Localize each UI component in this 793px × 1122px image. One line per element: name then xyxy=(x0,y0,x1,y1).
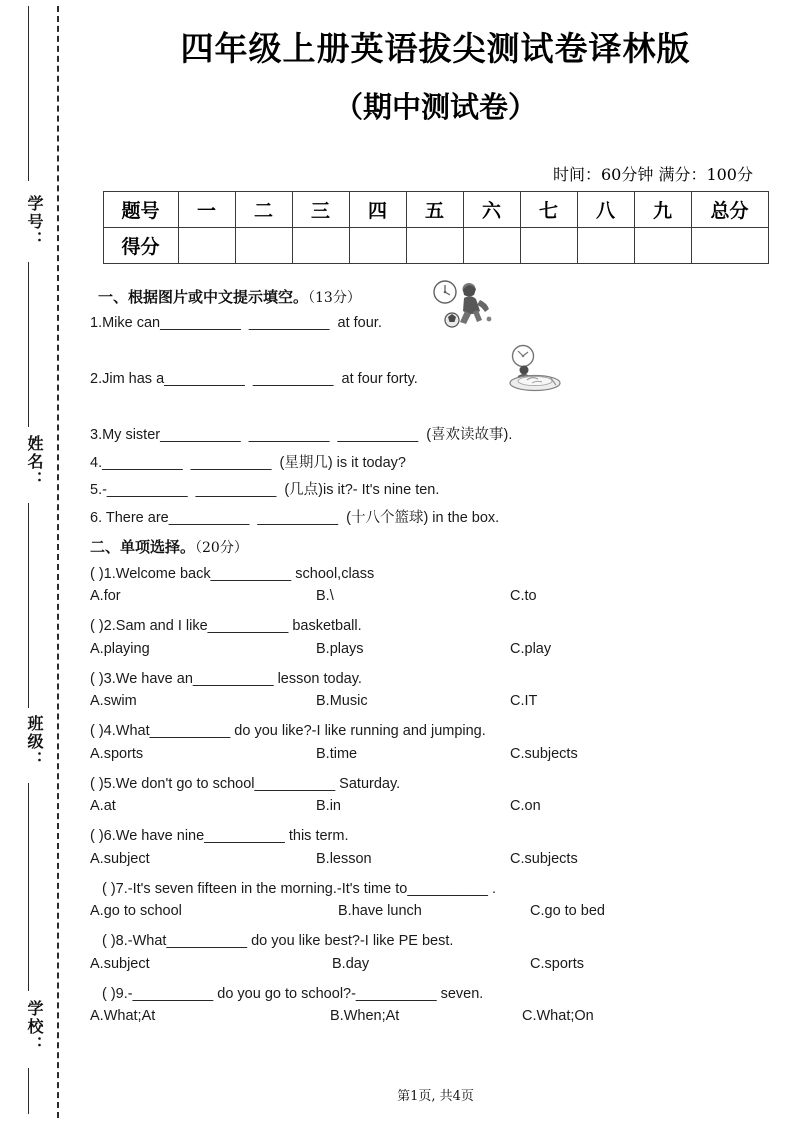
choice-4-option-c[interactable]: C.subjects xyxy=(510,745,578,762)
choice-question-1-options xyxy=(90,588,789,614)
choice-question-3-stem[interactable]: ( )3.We have an__________ lesson today. xyxy=(90,670,362,687)
choice-2-option-a[interactable]: A.playing xyxy=(90,640,150,657)
choice-question-5-stem[interactable]: ( )5.We don't go to school__________ Saturday. xyxy=(90,775,401,792)
choice-1-option-a[interactable]: A.for xyxy=(90,588,121,605)
choice-7-option-c[interactable]: C.go to bed xyxy=(530,903,605,920)
choice-question-9-stem[interactable]: ( )9.-__________ do you go to school?-__________ seven. xyxy=(102,985,484,1002)
choice-1-option-c[interactable]: C.to xyxy=(510,588,537,605)
choice-5-option-a[interactable]: A.at xyxy=(90,798,116,815)
score-table-col-2: 二 xyxy=(235,192,292,228)
fill-blank-item-3[interactable]: 3.My sister__________ __________ __________ (喜欢读故事). xyxy=(90,426,513,443)
choice-question-6-options xyxy=(90,851,789,877)
seal-label-student-id: 学号： xyxy=(25,195,44,249)
section-one-title: 一、根据图片或中文提示填空。 xyxy=(98,288,309,307)
score-cell-4[interactable] xyxy=(349,228,406,264)
choice-1-option-b[interactable]: B.\ xyxy=(316,588,334,605)
section-two-points: （20分） xyxy=(195,539,248,556)
score-table-col-4: 四 xyxy=(349,192,406,228)
choice-9-option-b[interactable]: B.When;At xyxy=(330,1007,400,1024)
choice-6-option-b[interactable]: B.lesson xyxy=(316,850,372,867)
binding-margin-strip xyxy=(0,0,78,1122)
section-two-title: 二、单项选择。 xyxy=(90,537,196,556)
page-title: 四年级上册英语拔尖测试卷译林版 xyxy=(180,29,691,68)
choice-3-option-a[interactable]: A.swim xyxy=(90,693,137,710)
score-cell-total[interactable] xyxy=(691,228,768,264)
seal-label-name: 姓名： xyxy=(25,435,44,489)
table-row-scores xyxy=(103,228,768,264)
choice-question-6-stem[interactable]: ( )6.We have nine__________ this term. xyxy=(90,828,349,845)
choice-question-1-stem[interactable]: ( )1.Welcome back__________ school,class xyxy=(90,565,375,582)
section-two-heading xyxy=(90,536,789,557)
choice-4-option-a[interactable]: A.sports xyxy=(90,745,144,762)
score-cell-6[interactable] xyxy=(463,228,520,264)
fill-blank-item-1[interactable]: 1.Mike can__________ __________ at four. xyxy=(90,315,382,332)
seal-rule-3 xyxy=(28,503,29,708)
score-cell-1[interactable] xyxy=(178,228,235,264)
choice-question-8-stem[interactable]: ( )8.-What__________ do you like best?-I like PE best. xyxy=(102,933,454,950)
score-cell-7[interactable] xyxy=(520,228,577,264)
seal-label-school: 学校： xyxy=(25,1000,44,1054)
seal-rule-5 xyxy=(28,1068,29,1114)
exam-page xyxy=(78,0,793,1122)
score-cell-5[interactable] xyxy=(406,228,463,264)
exam-meta-info: 时间：60分钟 满分：100分 xyxy=(553,165,753,185)
score-table-col-7: 七 xyxy=(520,192,577,228)
choice-6-option-a[interactable]: A.subject xyxy=(90,850,150,867)
fill-blank-item-4[interactable]: 4.__________ __________ (星期几) is it today? xyxy=(90,454,406,471)
fill-blank-item-2[interactable]: 2.Jim has a__________ __________ at four forty. xyxy=(90,371,418,387)
seal-rule-4 xyxy=(28,783,29,991)
score-table-col-1: 一 xyxy=(178,192,235,228)
choice-question-4-options xyxy=(90,746,789,772)
choice-5-option-b[interactable]: B.in xyxy=(316,798,341,815)
choice-question-2-stem[interactable]: ( )2.Sam and I like__________ basketball. xyxy=(90,618,362,635)
choice-9-option-c[interactable]: C.What;On xyxy=(522,1007,594,1024)
choice-question-5-options xyxy=(90,798,789,824)
page-subtitle: （期中测试卷） xyxy=(333,90,537,125)
seal-rule-2 xyxy=(28,262,29,427)
seal-dashed-line xyxy=(57,6,59,1118)
score-table-col-5: 五 xyxy=(406,192,463,228)
score-table-row-label-score: 得分 xyxy=(103,228,178,264)
score-table xyxy=(103,191,769,264)
choice-2-option-b[interactable]: B.plays xyxy=(316,640,364,657)
score-table-col-3: 三 xyxy=(292,192,349,228)
clock-dinner-plate-image xyxy=(503,344,565,392)
choice-8-option-c[interactable]: C.sports xyxy=(530,955,584,972)
choice-3-option-c[interactable]: C.IT xyxy=(510,693,538,710)
score-table-col-8: 八 xyxy=(577,192,634,228)
choice-question-4-stem[interactable]: ( )4.What__________ do you like?-I like running and jumping. xyxy=(90,723,486,740)
fill-blank-item-5[interactable]: 5.-__________ __________ (几点)is it?- It's nine ten. xyxy=(90,482,440,499)
choice-7-option-a[interactable]: A.go to school xyxy=(90,903,182,920)
choice-4-option-b[interactable]: B.time xyxy=(316,745,358,762)
exam-content xyxy=(78,264,793,1034)
score-table-col-6: 六 xyxy=(463,192,520,228)
table-row-question-numbers xyxy=(103,192,768,228)
choice-question-2-options xyxy=(90,641,789,667)
choice-8-option-a[interactable]: A.subject xyxy=(90,955,150,972)
section-one-points: （13分） xyxy=(308,290,361,307)
score-cell-2[interactable] xyxy=(235,228,292,264)
seal-rule-1 xyxy=(28,6,29,181)
score-cell-8[interactable] xyxy=(577,228,634,264)
seal-label-class: 班级： xyxy=(25,715,44,769)
choice-question-8-options xyxy=(90,956,789,982)
choice-2-option-c[interactable]: C.play xyxy=(510,640,552,657)
choice-8-option-b[interactable]: B.day xyxy=(332,955,370,972)
choice-question-3-options xyxy=(90,693,789,719)
score-table-row-label-question: 题号 xyxy=(103,192,178,228)
choice-question-7-options xyxy=(90,903,789,929)
choice-9-option-a[interactable]: A.What;At xyxy=(90,1007,156,1024)
score-table-col-9: 九 xyxy=(634,192,691,228)
score-cell-9[interactable] xyxy=(634,228,691,264)
clock-boy-playing-football-image xyxy=(428,278,494,330)
fill-blank-item-6[interactable]: 6. There are__________ __________ (十八个篮球) in the box. xyxy=(90,510,500,526)
choice-6-option-c[interactable]: C.subjects xyxy=(510,850,578,867)
choice-7-option-b[interactable]: B.have lunch xyxy=(338,903,422,920)
page-footer: 第1页, 共4页 xyxy=(397,1089,474,1104)
choice-5-option-c[interactable]: C.on xyxy=(510,798,541,815)
choice-question-7-stem[interactable]: ( )7.-It's seven fifteen in the morning.-It's time to__________ . xyxy=(102,880,497,897)
choice-3-option-b[interactable]: B.Music xyxy=(316,693,368,710)
score-cell-3[interactable] xyxy=(292,228,349,264)
choice-question-9-options xyxy=(90,1008,789,1034)
score-table-col-total: 总分 xyxy=(691,192,768,228)
